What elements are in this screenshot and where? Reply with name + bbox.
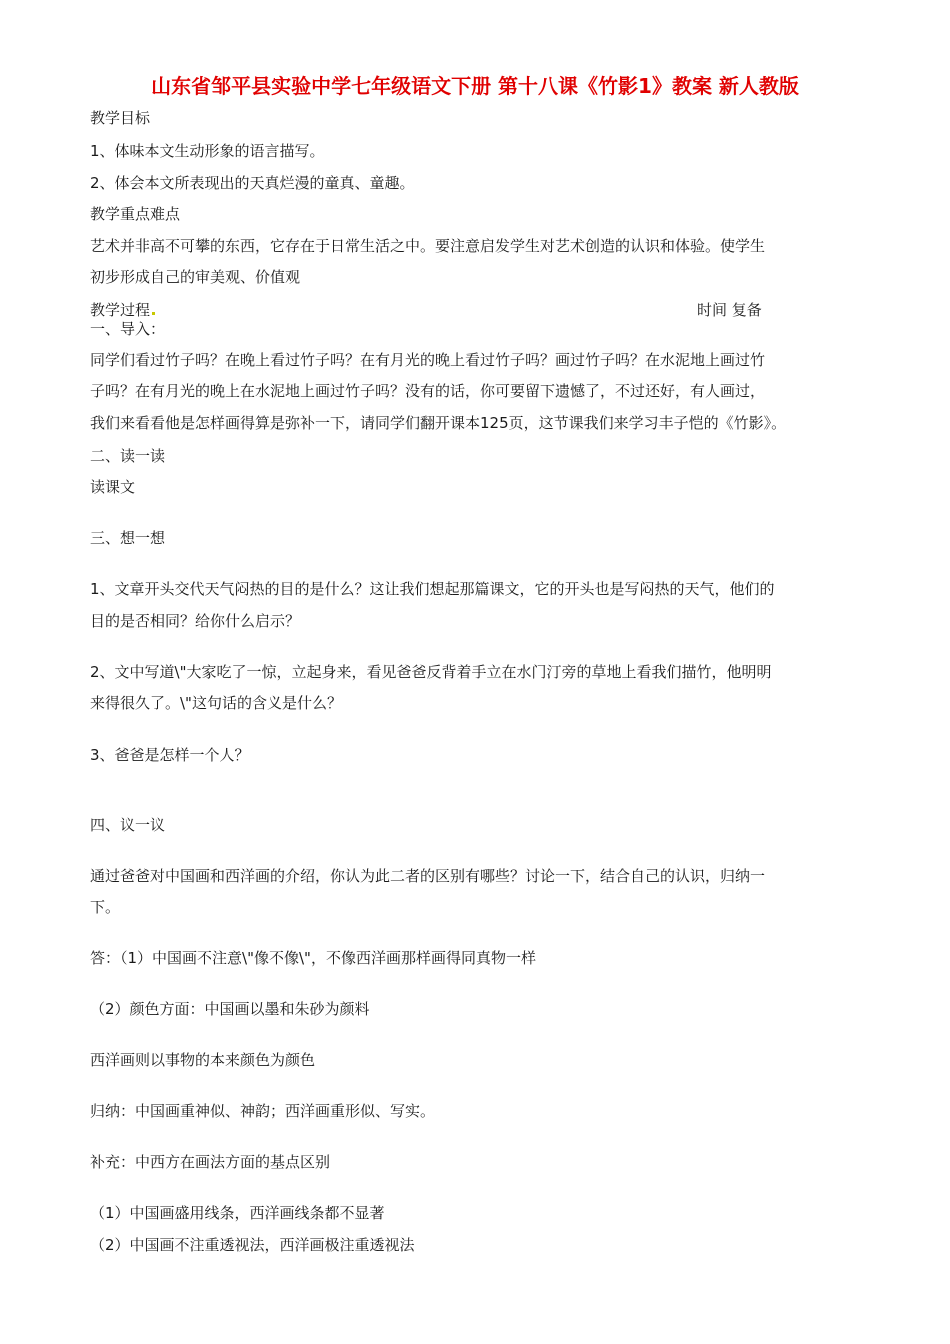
text-line: 二、读一读 — [90, 447, 166, 465]
text-line: 归纳：中国画重神似、神韵；西洋画重形似、写实。 — [90, 1102, 436, 1120]
text-line: （2）中国画不注重透视法，西洋画极注重透视法 — [90, 1236, 415, 1254]
text-line: 同学们看过竹子吗？在晚上看过竹子吗？在有月光的晚上看过竹子吗？画过竹子吗？在水泥地上画过竹 — [90, 351, 766, 369]
text-line: 下。 — [90, 898, 121, 916]
text-line: 教学目标 — [90, 109, 151, 127]
text-line: 西洋画则以事物的本来颜色为颜色 — [90, 1051, 316, 1069]
text-line: 我们来看看他是怎样画得算是弥补一下，请同学们翻开课本125页，这节课我们来学习丰子恺的《竹影》。 — [90, 414, 787, 432]
time-review-note: 时间 复备 — [697, 301, 762, 319]
text-line: 1、体味本文生动形象的语言描写。 — [90, 142, 325, 160]
text-line: （2）颜色方面：中国画以墨和朱砂为颜料 — [90, 1000, 370, 1018]
text-line: 1、文章开头交代天气闷热的目的是什么？这让我们想起那篇课文，它的开头也是写闷热的天气，他们的 — [90, 580, 775, 598]
section-heading-process — [90, 300, 157, 320]
speck-mark — [152, 312, 155, 315]
text-line: 初步形成自己的审美观、价值观 — [90, 268, 301, 286]
text-line: （1）中国画盛用线条，西洋画线条都不显著 — [90, 1204, 385, 1222]
text-line: 三、想一想 — [90, 529, 166, 547]
text-line: 2、体会本文所表现出的天真烂漫的童真、童趣。 — [90, 174, 415, 192]
text-line: 2、文中写道\"大家吃了一惊，立起身来，看见爸爸反背着手立在水门汀旁的草地上看我们描竹，他明明 — [90, 663, 772, 681]
text-line: 艺术并非高不可攀的东西，它存在于日常生活之中。要注意启发学生对艺术创造的认识和体验。使学生 — [90, 237, 766, 255]
text-line: 教学重点难点 — [90, 205, 181, 223]
text-line: 通过爸爸对中国画和西洋画的介绍，你认为此二者的区别有哪些？讨论一下，结合自己的认识，归纳一 — [90, 867, 766, 885]
text-line: 来得很久了。\"这句话的含义是什么？ — [90, 694, 342, 712]
text-line: 3、爸爸是怎样一个人？ — [90, 746, 250, 764]
text-line: 补充：中西方在画法方面的基点区别 — [90, 1153, 331, 1171]
text-line: 教学过程 — [90, 301, 151, 319]
page-title: 山东省邹平县实验中学七年级语文下册 第十八课《竹影1》教案 新人教版 — [151, 74, 799, 98]
text-line: 子吗？在有月光的晚上在水泥地上画过竹子吗？没有的话，你可要留下遗憾了，不过还好，有人画过， — [90, 382, 766, 400]
text-line: 读课文 — [90, 478, 136, 496]
text-line: 四、议一议 — [90, 816, 166, 834]
text-line: 目的是否相同？给你什么启示？ — [90, 612, 301, 630]
text-line: 一、导入： — [90, 320, 166, 338]
text-line: 答：（1）中国画不注意\"像不像\"，不像西洋画那样画得同真物一样 — [90, 949, 536, 967]
